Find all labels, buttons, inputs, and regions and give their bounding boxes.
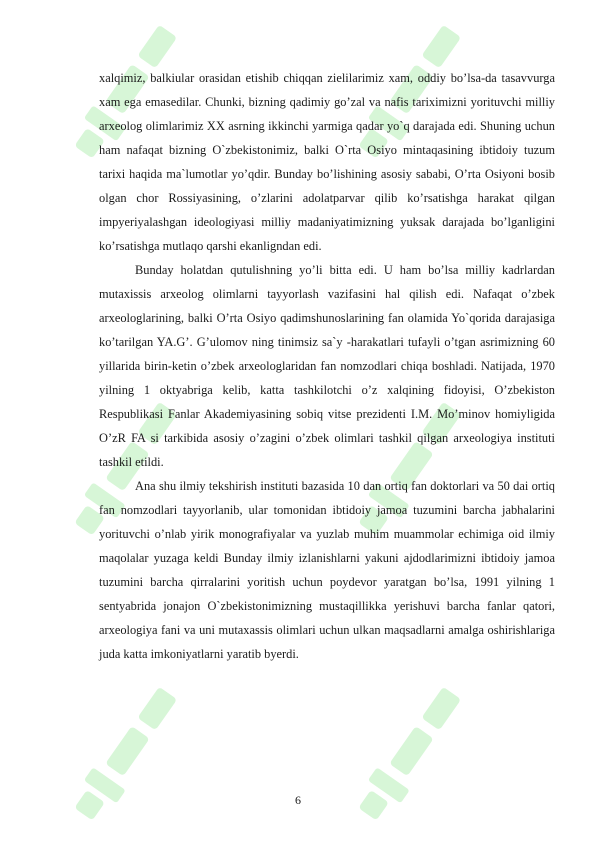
paragraph: Bunday holatdan qutulishning yo’li bitta edi. U ham bo’lsa milliy kadrlardan mutaxissis arxeolog olimlarni tayyorlash vazifasini hal qilish edi. Nafaqat o’zbek arxeologlarining, balki O’rta Osiyo qadimshunoslarining fan olamida Yo`qorida darajasiga ko’tarilgan YA.G’. G’ulomov ning tinimsiz sa`y -harakatlari tufayli o’tgan asrimizning 60 yillarida birin-ketin o’zbek arxeologlaridan fan nomzodlari chiqa boshladi. Natijada, 1970 yilning 1 oktyabriga kelib, katta tashkilotchi o’z xalqining fidoyisi, O’zbekiston Respublikasi Fanlar Akademiyasining sobiq vitse prezidenti I.M. Mo’minov homiyligida O’zR FA si tarkibida asosiy o’zagini o’zbek olimlari tashkil qilgan arxeologiya instituti tashkil etildi. <box>99 263 555 469</box>
paragraph: xalqimiz, balkiular orasidan etishib chiqqan zielilarimiz xam, oddiy bo’lsa-da tasavvurga xam ega emasedilar. Chunki, bizning qadimiy go’zal va nafis tariximizni yorituvchi milliy arxeolog olimlarimiz XX asrning ikkinchi yarmiga qadar yo`q darajada edi. Shuning uchun ham nafaqat bizning O`zbekistonimiz, balki O`rta Osiyo mintaqasining ibtidoiy tuzum tarixi haqida ma`lumotlar yo’qdir. Bunday bo’lishining asosiy sababi, O’rta Osiyoni bosib olgan chor Rossiyasining, o’zlarini adolatparvar qilib ko’rsatishga harakat qilgan impyeriyalashgan ideologiyasi milliy madaniyatimizning yuksak darajada bo’lganligini ko’rsatishga mutlaqo qarshi ekanligndan edi. <box>99 71 555 253</box>
body-text <box>99 66 555 666</box>
watermark-logo <box>58 676 193 833</box>
paragraph: Ana shu ilmiy tekshirish instituti bazasida 10 dan ortiq fan doktorlari va 50 dai ortiq fan nomzodlari tayyorlanib, ular tomonidan ibtidoiy jamoa tuzumini barcha jabhalarini yorituvchi o’nlab yirik monografiyalar va yuzlab muhim muammolar echimiga oid ilmiy maqolalar yuzaga keldi Bunday ilmiy izlanishlarni yakuni ajdodlarimizni ibtidoiy jamoa tuzumini barcha qirralarini yoritish uchun poydevor yaratgan bo’lsa, 1991 yilning 1 sentyabrida jonajon O`zbekistonimizning mustaqillikka yerishuvi barcha fanlar qatori, arxeologiya fani va uni mutaxassis olimlari uchun ulkan maqsadlarni amalga oshirishlariga juda katta imkoniyatlarni yaratib byerdi. <box>99 479 555 661</box>
watermark-logo <box>342 676 477 833</box>
page-number: 6 <box>295 793 301 807</box>
